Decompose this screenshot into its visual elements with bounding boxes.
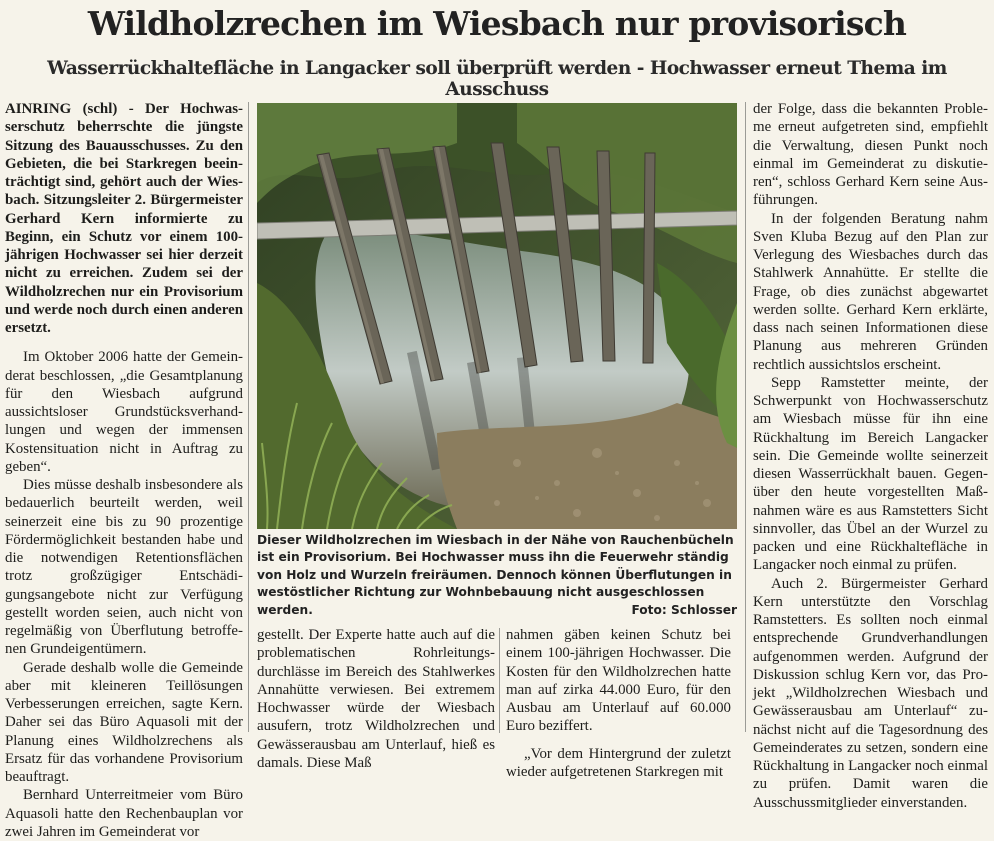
article-photo bbox=[257, 103, 737, 529]
photo-caption bbox=[257, 532, 737, 619]
article-column-2 bbox=[257, 626, 495, 772]
article-paragraph: „Vor dem Hintergrund der zuletzt wieder aufgetretenen Starkregen mit bbox=[506, 745, 731, 780]
article-paragraph: Im Oktober 2006 hatte der Gemeinderat beschlossen, „die Gesamtplanung für den Wiesbach aufgrund aussichtsloser Grundstücksverhandlungen und wegen der immensen Kostensituation nicht in Auftrag zu geben“. bbox=[5, 349, 243, 475]
article-paragraph: Bernhard Unterreitmeier vom Büro Aquasoli hatte den Rechenbauplan vor zwei Jahren im Gemeinderat vor bbox=[5, 787, 243, 840]
article-paragraph: Dies müsse deshalb insbesondere als bedauerlich beurteilt werden, weil seinerzeit eine bis zu 90 prozentige Fördermöglichkeit bestanden habe und die notwendigen Retentionsflächen trotz großzügiger Entschädigungsangebote nicht zur Verfügung gestellt worden seien, auch nicht von regelmäßig von Überflutung betroffenen Grundeigentümern. bbox=[5, 477, 243, 658]
column-divider bbox=[248, 102, 249, 732]
subheadline: Wasserrückhaltefläche in Langacker soll überprüft werden - Hochwasser erneut Thema im Ausschuss bbox=[47, 58, 947, 100]
article-paragraph: Sepp Ramstetter meinte, der Schwerpunkt von Hochwasserschutz am Wiesbach müsse für ihn eine Rückhaltung im Bereich Langacker sein. Die Gemeinde wollte seinerzeit diesen Wasserrückhalt bauen. Gegenüber den heute vorgestellten Maßnahmen wäre es aus Ramstetters Sicht sinnvoller, das Übel an der Wurzel zu packen und eine Rückhaltefläche in Langacker noch einmal zu prüfen. bbox=[753, 374, 988, 574]
wildholzrechen-photo-illustration bbox=[257, 103, 737, 529]
column-divider bbox=[499, 628, 500, 733]
article-column-1 bbox=[5, 100, 243, 841]
photo-credit: Foto: Schlosser bbox=[631, 602, 737, 617]
article-column-4 bbox=[753, 100, 988, 812]
article-paragraph: gestellt. Der Experte hatte auch auf die problematischen Rohrleitungsdurchlässe im Bereich des Stahlwerkes Annahütte verwiesen. Bei extremem Hochwasser würde der Wiesbach ausufern, trotz Wildholzrechen und Gewässerausbau am Unterlauf, hieß es damals. Diese Maß bbox=[257, 627, 495, 771]
article-paragraph: der Folge, dass die bekannten Probleme erneut aufgetreten sind, empfiehlt die Verwaltung, diesen Punkt noch einmal im Gemeinderat zu diskutieren“, schloss Gerhard Kern seine Ausführungen. bbox=[753, 101, 988, 209]
article-paragraph: Auch 2. Bürgermeister Gerhard Kern unterstützte den Vorschlag Ramstetters. Es sollten noch einmal entsprechende Grundverhandlungen aufgenommen werden. Aufgrund der Diskussion schlug Kern vor, das Projekt „Wildholzrechen Wiesbach und Gewässerausbau am Unterlauf“ zunächst nicht auf die Tagesordnung des Gemeinderates zu setzen, sondern eine Rückhaltung in Langacker noch einmal zu prüfen. Damit waren die Ausschussmitglieder einverstanden. bbox=[753, 575, 988, 811]
article-paragraph: In der folgenden Beratung nahm Sven Kluba Bezug auf den Plan zur Verlegung des Wiesbaches durch das Stahlwerk Annahütte. Er stellte die Frage, ob dies zunächst abgewartet werden sollte. Gerhard Kern erklärte, dass nach seinen Informationen diese Planung aus mehreren Gründen rechtlich aussichtslos erscheint. bbox=[753, 210, 988, 373]
article-paragraph: Gerade deshalb wolle die Gemeinde aber mit kleineren Teillösungen Verbesserungen erreichen, sagte Kern. Daher sei das Büro Aquasoli mit der Planung eines Wildholzrechens als Ersatz für das vorhandene Provisorium beauftragt. bbox=[5, 659, 243, 785]
caption-text: Dieser Wildholzrechen im Wiesbach in der Nähe von Rauchenbücheln ist ein Provisorium. Bei Hochwasser muss ihn die Feuerwehr ständig von Holz und Wurzeln freiräumen. Dennoch können Überflutungen in westöstlicher Richtung zur Wohnbebauung nicht ausgeschlossen werden. bbox=[257, 533, 734, 617]
column-divider bbox=[745, 102, 746, 732]
article-column-3 bbox=[506, 626, 731, 781]
article-paragraph: nahmen gäben keinen Schutz bei einem 100-jährigen Hochwasser. Die Kosten für den Wildholzrechen hatte man auf zirka 44.000 Euro, für den Ausbau am Unterlauf auf 60.000 Euro beziffert. bbox=[506, 627, 731, 735]
article-lead: AINRING (schl) - Der Hochwasserschutz beherrschte die jüngste Sitzung des Bauausschusses. Zu den Gebieten, die bei Starkregen beeinträchtigt sind, gehört auch der Wiesbach. Sitzungsleiter 2. Bürgermeister Gerhard Kern informierte zu Beginn, ein Schutz vor einem 100-jährigen Hochwasser sei hier derzeit nicht zu erreichen. Zudem sei der Wildholzrechen nur ein Provisorium und werde noch durch einen anderen ersetzt. bbox=[5, 101, 243, 336]
headline: Wildholzrechen im Wiesbach nur provisorisch bbox=[87, 4, 907, 43]
